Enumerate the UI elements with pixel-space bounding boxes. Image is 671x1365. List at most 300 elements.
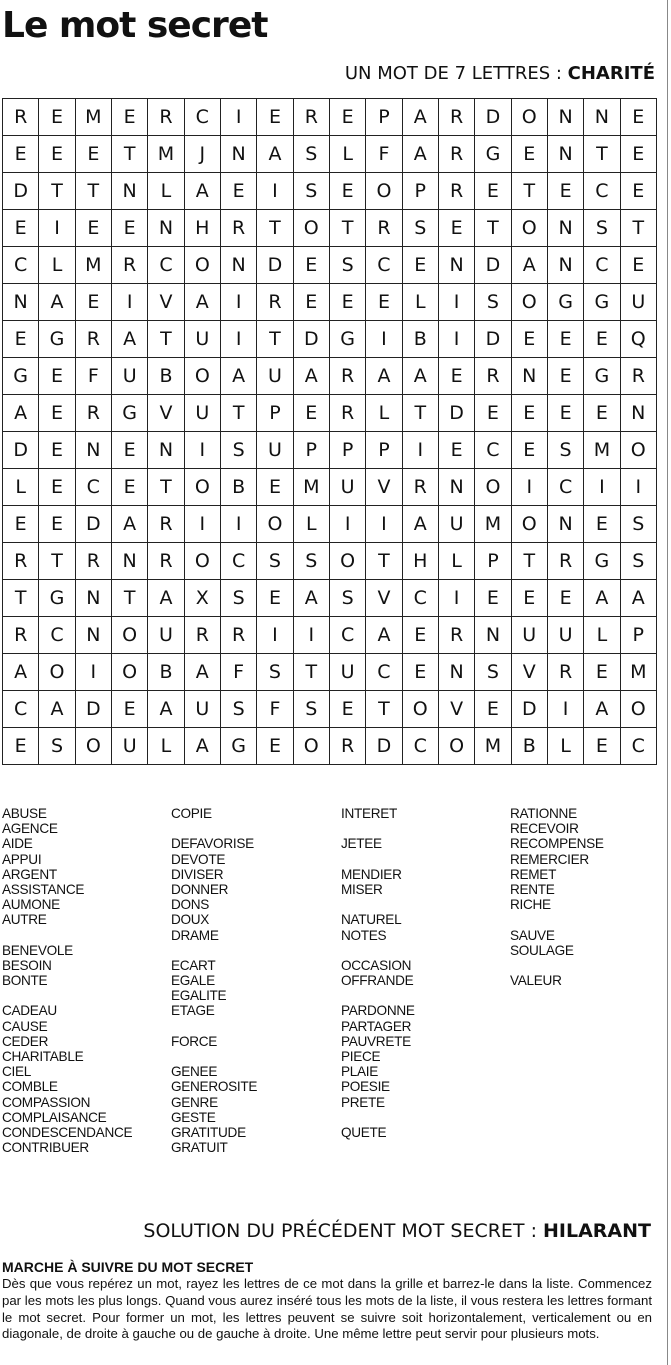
grid-cell[interactable]: C — [220, 543, 256, 580]
grid-cell[interactable]: E — [329, 173, 365, 210]
grid-cell[interactable]: R — [148, 99, 184, 136]
grid-cell[interactable]: M — [75, 99, 111, 136]
grid-cell[interactable]: L — [402, 284, 438, 321]
grid-cell[interactable]: A — [584, 691, 620, 728]
grid-cell[interactable]: E — [620, 173, 656, 210]
grid-cell[interactable]: E — [402, 654, 438, 691]
grid-cell[interactable]: O — [184, 247, 220, 284]
grid-cell[interactable]: P — [366, 99, 402, 136]
grid-cell[interactable]: E — [39, 506, 75, 543]
grid-cell[interactable]: I — [366, 506, 402, 543]
grid-cell[interactable]: G — [584, 284, 620, 321]
grid-cell[interactable]: E — [3, 728, 39, 765]
grid-cell[interactable]: A — [184, 173, 220, 210]
grid-cell[interactable]: P — [402, 173, 438, 210]
grid-cell[interactable]: N — [547, 506, 583, 543]
grid-cell[interactable]: N — [547, 136, 583, 173]
grid-cell[interactable]: V — [511, 654, 547, 691]
grid-cell[interactable]: E — [257, 99, 293, 136]
grid-cell[interactable]: R — [366, 210, 402, 247]
grid-cell[interactable]: B — [402, 321, 438, 358]
grid-cell[interactable]: O — [75, 728, 111, 765]
grid-cell[interactable]: U — [547, 617, 583, 654]
grid-cell[interactable]: R — [148, 506, 184, 543]
grid-cell[interactable]: F — [75, 358, 111, 395]
grid-cell[interactable]: E — [257, 469, 293, 506]
grid-cell[interactable]: E — [511, 432, 547, 469]
grid-cell[interactable]: A — [220, 358, 256, 395]
grid-cell[interactable]: A — [184, 728, 220, 765]
grid-cell[interactable]: G — [111, 395, 147, 432]
grid-cell[interactable]: P — [329, 432, 365, 469]
grid-cell[interactable]: E — [329, 691, 365, 728]
grid-cell[interactable]: I — [584, 469, 620, 506]
grid-cell[interactable]: T — [511, 543, 547, 580]
grid-cell[interactable]: E — [257, 728, 293, 765]
grid-cell[interactable]: E — [547, 358, 583, 395]
grid-cell[interactable]: U — [184, 321, 220, 358]
grid-cell[interactable]: N — [547, 247, 583, 284]
grid-cell[interactable]: R — [475, 358, 511, 395]
grid-cell[interactable]: S — [620, 543, 656, 580]
grid-cell[interactable]: T — [257, 321, 293, 358]
grid-cell[interactable]: I — [329, 506, 365, 543]
grid-cell[interactable]: E — [620, 99, 656, 136]
grid-cell[interactable]: A — [148, 580, 184, 617]
grid-cell[interactable]: S — [620, 506, 656, 543]
grid-cell[interactable]: R — [75, 543, 111, 580]
grid-cell[interactable]: E — [3, 136, 39, 173]
grid-cell[interactable]: R — [293, 99, 329, 136]
grid-cell[interactable]: C — [366, 654, 402, 691]
grid-cell[interactable]: I — [75, 654, 111, 691]
grid-cell[interactable]: R — [257, 284, 293, 321]
grid-cell[interactable]: T — [366, 543, 402, 580]
grid-cell[interactable]: E — [547, 173, 583, 210]
grid-cell[interactable]: C — [3, 691, 39, 728]
grid-cell[interactable]: G — [39, 580, 75, 617]
grid-cell[interactable]: T — [148, 469, 184, 506]
grid-cell[interactable]: E — [39, 469, 75, 506]
grid-cell[interactable]: O — [184, 358, 220, 395]
grid-cell[interactable]: C — [329, 617, 365, 654]
grid-cell[interactable]: D — [475, 321, 511, 358]
grid-cell[interactable]: C — [39, 617, 75, 654]
grid-cell[interactable]: F — [257, 691, 293, 728]
grid-cell[interactable]: E — [438, 432, 474, 469]
grid-cell[interactable]: R — [402, 469, 438, 506]
grid-cell[interactable]: S — [329, 580, 365, 617]
grid-cell[interactable]: A — [148, 691, 184, 728]
grid-cell[interactable]: E — [293, 247, 329, 284]
grid-cell[interactable]: H — [402, 543, 438, 580]
grid-cell[interactable]: D — [75, 506, 111, 543]
grid-cell[interactable]: C — [584, 173, 620, 210]
grid-cell[interactable]: D — [3, 173, 39, 210]
grid-cell[interactable]: O — [475, 469, 511, 506]
grid-cell[interactable]: O — [257, 506, 293, 543]
grid-cell[interactable]: S — [293, 691, 329, 728]
grid-cell[interactable]: I — [547, 691, 583, 728]
grid-cell[interactable]: N — [111, 173, 147, 210]
grid-cell[interactable]: Q — [620, 321, 656, 358]
grid-cell[interactable]: E — [475, 691, 511, 728]
grid-cell[interactable]: E — [402, 247, 438, 284]
grid-cell[interactable]: L — [438, 543, 474, 580]
grid-cell[interactable]: S — [220, 691, 256, 728]
grid-cell[interactable]: T — [475, 210, 511, 247]
grid-cell[interactable]: O — [293, 210, 329, 247]
grid-cell[interactable]: D — [511, 691, 547, 728]
grid-cell[interactable]: S — [475, 654, 511, 691]
grid-cell[interactable]: T — [111, 580, 147, 617]
grid-cell[interactable]: N — [75, 580, 111, 617]
grid-cell[interactable]: J — [184, 136, 220, 173]
grid-cell[interactable]: R — [438, 99, 474, 136]
grid-cell[interactable]: T — [111, 136, 147, 173]
grid-cell[interactable]: O — [111, 617, 147, 654]
grid-cell[interactable]: N — [111, 543, 147, 580]
grid-cell[interactable]: N — [547, 210, 583, 247]
grid-cell[interactable]: T — [366, 691, 402, 728]
grid-cell[interactable]: S — [220, 580, 256, 617]
grid-cell[interactable]: C — [475, 432, 511, 469]
grid-cell[interactable]: E — [39, 432, 75, 469]
grid-cell[interactable]: P — [475, 543, 511, 580]
grid-cell[interactable]: A — [402, 358, 438, 395]
grid-cell[interactable]: N — [75, 432, 111, 469]
grid-cell[interactable]: O — [620, 691, 656, 728]
grid-cell[interactable]: I — [257, 173, 293, 210]
grid-cell[interactable]: R — [329, 395, 365, 432]
grid-cell[interactable]: U — [329, 654, 365, 691]
grid-cell[interactable]: T — [511, 173, 547, 210]
grid-cell[interactable]: D — [438, 395, 474, 432]
grid-cell[interactable]: S — [257, 543, 293, 580]
grid-cell[interactable]: I — [184, 432, 220, 469]
grid-cell[interactable]: I — [220, 321, 256, 358]
grid-cell[interactable]: X — [184, 580, 220, 617]
grid-cell[interactable]: O — [511, 210, 547, 247]
grid-cell[interactable]: E — [111, 210, 147, 247]
grid-cell[interactable]: E — [293, 395, 329, 432]
grid-cell[interactable]: R — [438, 136, 474, 173]
grid-cell[interactable]: L — [39, 247, 75, 284]
grid-cell[interactable]: V — [366, 580, 402, 617]
grid-cell[interactable]: O — [111, 654, 147, 691]
grid-cell[interactable]: G — [547, 284, 583, 321]
grid-cell[interactable]: S — [584, 210, 620, 247]
grid-cell[interactable]: U — [111, 358, 147, 395]
grid-cell[interactable]: F — [366, 136, 402, 173]
grid-cell[interactable]: P — [293, 432, 329, 469]
grid-cell[interactable]: A — [402, 506, 438, 543]
grid-cell[interactable]: O — [329, 543, 365, 580]
grid-cell[interactable]: L — [3, 469, 39, 506]
grid-cell[interactable]: N — [220, 247, 256, 284]
grid-cell[interactable]: S — [547, 432, 583, 469]
grid-cell[interactable]: G — [329, 321, 365, 358]
grid-cell[interactable]: T — [39, 543, 75, 580]
grid-cell[interactable]: N — [438, 654, 474, 691]
grid-cell[interactable]: E — [3, 321, 39, 358]
grid-cell[interactable]: E — [111, 691, 147, 728]
grid-cell[interactable]: E — [3, 210, 39, 247]
grid-cell[interactable]: N — [75, 617, 111, 654]
grid-cell[interactable]: E — [75, 210, 111, 247]
grid-cell[interactable]: A — [511, 247, 547, 284]
grid-cell[interactable]: I — [438, 284, 474, 321]
grid-cell[interactable]: I — [366, 321, 402, 358]
grid-cell[interactable]: I — [184, 506, 220, 543]
grid-cell[interactable]: U — [257, 358, 293, 395]
grid-cell[interactable]: A — [3, 395, 39, 432]
grid-cell[interactable]: A — [402, 99, 438, 136]
grid-cell[interactable]: A — [366, 617, 402, 654]
grid-cell[interactable]: O — [39, 654, 75, 691]
grid-cell[interactable]: H — [184, 210, 220, 247]
grid-cell[interactable]: T — [39, 173, 75, 210]
grid-cell[interactable]: E — [475, 173, 511, 210]
grid-cell[interactable]: O — [184, 469, 220, 506]
grid-cell[interactable]: N — [220, 136, 256, 173]
grid-cell[interactable]: T — [293, 654, 329, 691]
grid-cell[interactable]: A — [184, 284, 220, 321]
grid-cell[interactable]: U — [329, 469, 365, 506]
grid-cell[interactable]: E — [257, 580, 293, 617]
grid-cell[interactable]: R — [620, 358, 656, 395]
grid-cell[interactable]: I — [438, 321, 474, 358]
grid-cell[interactable]: N — [148, 210, 184, 247]
grid-cell[interactable]: O — [366, 173, 402, 210]
grid-cell[interactable]: D — [3, 432, 39, 469]
grid-cell[interactable]: L — [547, 728, 583, 765]
grid-cell[interactable]: A — [366, 358, 402, 395]
grid-cell[interactable]: E — [39, 136, 75, 173]
grid-cell[interactable]: M — [75, 247, 111, 284]
grid-cell[interactable]: C — [3, 247, 39, 284]
grid-cell[interactable]: P — [257, 395, 293, 432]
grid-cell[interactable]: E — [329, 99, 365, 136]
grid-cell[interactable]: D — [366, 728, 402, 765]
grid-cell[interactable]: R — [184, 617, 220, 654]
grid-cell[interactable]: D — [75, 691, 111, 728]
grid-cell[interactable]: M — [475, 728, 511, 765]
grid-cell[interactable]: C — [620, 728, 656, 765]
grid-cell[interactable]: C — [547, 469, 583, 506]
grid-cell[interactable]: S — [39, 728, 75, 765]
grid-cell[interactable]: S — [293, 136, 329, 173]
grid-cell[interactable]: B — [148, 654, 184, 691]
grid-cell[interactable]: N — [3, 284, 39, 321]
grid-cell[interactable]: A — [257, 136, 293, 173]
grid-cell[interactable]: A — [111, 506, 147, 543]
grid-cell[interactable]: A — [293, 358, 329, 395]
grid-cell[interactable]: D — [475, 99, 511, 136]
grid-cell[interactable]: E — [511, 136, 547, 173]
grid-cell[interactable]: C — [148, 247, 184, 284]
grid-cell[interactable]: V — [148, 284, 184, 321]
grid-cell[interactable]: R — [75, 395, 111, 432]
grid-cell[interactable]: M — [475, 506, 511, 543]
grid-cell[interactable]: R — [329, 358, 365, 395]
grid-cell[interactable]: U — [184, 691, 220, 728]
grid-cell[interactable]: T — [584, 136, 620, 173]
grid-cell[interactable]: E — [547, 580, 583, 617]
grid-cell[interactable]: A — [584, 580, 620, 617]
grid-cell[interactable]: C — [402, 728, 438, 765]
grid-cell[interactable]: E — [111, 432, 147, 469]
grid-cell[interactable]: N — [438, 469, 474, 506]
grid-cell[interactable]: O — [293, 728, 329, 765]
grid-cell[interactable]: E — [293, 284, 329, 321]
grid-cell[interactable]: I — [39, 210, 75, 247]
grid-cell[interactable]: T — [3, 580, 39, 617]
grid-cell[interactable]: R — [111, 247, 147, 284]
grid-cell[interactable]: C — [584, 247, 620, 284]
grid-cell[interactable]: E — [39, 395, 75, 432]
grid-cell[interactable]: G — [475, 136, 511, 173]
grid-cell[interactable]: S — [402, 210, 438, 247]
grid-cell[interactable]: I — [220, 99, 256, 136]
grid-cell[interactable]: E — [547, 395, 583, 432]
grid-cell[interactable]: R — [3, 543, 39, 580]
grid-cell[interactable]: C — [366, 247, 402, 284]
grid-cell[interactable]: P — [366, 432, 402, 469]
grid-cell[interactable]: T — [75, 173, 111, 210]
grid-cell[interactable]: L — [148, 728, 184, 765]
grid-cell[interactable]: E — [584, 321, 620, 358]
grid-cell[interactable]: E — [111, 469, 147, 506]
grid-cell[interactable]: M — [620, 654, 656, 691]
grid-cell[interactable]: T — [257, 210, 293, 247]
grid-cell[interactable]: I — [402, 432, 438, 469]
grid-cell[interactable]: L — [293, 506, 329, 543]
grid-cell[interactable]: U — [438, 506, 474, 543]
grid-cell[interactable]: T — [620, 210, 656, 247]
grid-cell[interactable]: R — [438, 617, 474, 654]
grid-cell[interactable]: N — [620, 395, 656, 432]
grid-cell[interactable]: R — [547, 543, 583, 580]
grid-cell[interactable]: T — [329, 210, 365, 247]
grid-cell[interactable]: O — [620, 432, 656, 469]
grid-cell[interactable]: I — [438, 580, 474, 617]
grid-cell[interactable]: B — [511, 728, 547, 765]
grid-cell[interactable]: L — [148, 173, 184, 210]
grid-cell[interactable]: A — [402, 136, 438, 173]
grid-cell[interactable]: E — [620, 136, 656, 173]
grid-cell[interactable]: I — [511, 469, 547, 506]
grid-cell[interactable]: O — [511, 99, 547, 136]
grid-cell[interactable]: R — [547, 654, 583, 691]
grid-cell[interactable]: E — [620, 247, 656, 284]
grid-cell[interactable]: F — [220, 654, 256, 691]
grid-cell[interactable]: M — [148, 136, 184, 173]
grid-cell[interactable]: S — [293, 173, 329, 210]
grid-cell[interactable]: E — [366, 284, 402, 321]
grid-cell[interactable]: D — [475, 247, 511, 284]
grid-cell[interactable]: V — [438, 691, 474, 728]
grid-cell[interactable]: A — [184, 654, 220, 691]
grid-cell[interactable]: N — [475, 617, 511, 654]
grid-cell[interactable]: N — [547, 99, 583, 136]
grid-cell[interactable]: G — [584, 358, 620, 395]
grid-cell[interactable]: N — [438, 247, 474, 284]
grid-cell[interactable]: P — [620, 617, 656, 654]
grid-cell[interactable]: R — [3, 99, 39, 136]
grid-cell[interactable]: R — [148, 543, 184, 580]
grid-cell[interactable]: C — [184, 99, 220, 136]
grid-cell[interactable]: G — [584, 543, 620, 580]
grid-cell[interactable]: O — [511, 284, 547, 321]
grid-cell[interactable]: C — [75, 469, 111, 506]
grid-cell[interactable]: E — [475, 580, 511, 617]
grid-cell[interactable]: R — [438, 173, 474, 210]
grid-cell[interactable]: O — [438, 728, 474, 765]
grid-cell[interactable]: T — [402, 395, 438, 432]
grid-cell[interactable]: I — [257, 617, 293, 654]
grid-cell[interactable]: S — [475, 284, 511, 321]
grid-cell[interactable]: I — [111, 284, 147, 321]
grid-cell[interactable]: N — [511, 358, 547, 395]
grid-cell[interactable]: N — [148, 432, 184, 469]
grid-cell[interactable]: M — [293, 469, 329, 506]
grid-cell[interactable]: E — [438, 210, 474, 247]
grid-cell[interactable]: E — [511, 321, 547, 358]
grid-cell[interactable]: E — [329, 284, 365, 321]
grid-cell[interactable]: V — [366, 469, 402, 506]
grid-cell[interactable]: E — [511, 395, 547, 432]
grid-cell[interactable]: E — [475, 395, 511, 432]
grid-cell[interactable]: G — [3, 358, 39, 395]
grid-cell[interactable]: D — [293, 321, 329, 358]
grid-cell[interactable]: E — [547, 321, 583, 358]
grid-cell[interactable]: A — [3, 654, 39, 691]
grid-cell[interactable]: N — [584, 99, 620, 136]
grid-cell[interactable]: L — [366, 395, 402, 432]
grid-cell[interactable]: E — [584, 654, 620, 691]
grid-cell[interactable]: L — [329, 136, 365, 173]
grid-cell[interactable]: T — [148, 321, 184, 358]
grid-cell[interactable]: R — [220, 617, 256, 654]
grid-cell[interactable]: E — [402, 617, 438, 654]
grid-cell[interactable]: E — [220, 173, 256, 210]
grid-cell[interactable]: B — [148, 358, 184, 395]
grid-cell[interactable]: E — [111, 99, 147, 136]
grid-cell[interactable]: O — [402, 691, 438, 728]
grid-cell[interactable]: E — [39, 358, 75, 395]
grid-cell[interactable]: I — [620, 469, 656, 506]
grid-cell[interactable]: S — [257, 654, 293, 691]
grid-cell[interactable]: I — [220, 284, 256, 321]
grid-cell[interactable]: U — [111, 728, 147, 765]
grid-cell[interactable]: R — [75, 321, 111, 358]
grid-cell[interactable]: R — [220, 210, 256, 247]
grid-cell[interactable]: A — [39, 691, 75, 728]
grid-cell[interactable]: O — [184, 543, 220, 580]
grid-cell[interactable]: O — [511, 506, 547, 543]
grid-cell[interactable]: R — [329, 728, 365, 765]
grid-cell[interactable]: U — [257, 432, 293, 469]
grid-cell[interactable]: I — [293, 617, 329, 654]
grid-cell[interactable]: U — [620, 284, 656, 321]
grid-cell[interactable]: E — [438, 358, 474, 395]
grid-cell[interactable]: E — [75, 136, 111, 173]
grid-cell[interactable]: E — [39, 99, 75, 136]
grid-cell[interactable]: B — [220, 469, 256, 506]
grid-cell[interactable]: G — [220, 728, 256, 765]
grid-cell[interactable]: A — [620, 580, 656, 617]
